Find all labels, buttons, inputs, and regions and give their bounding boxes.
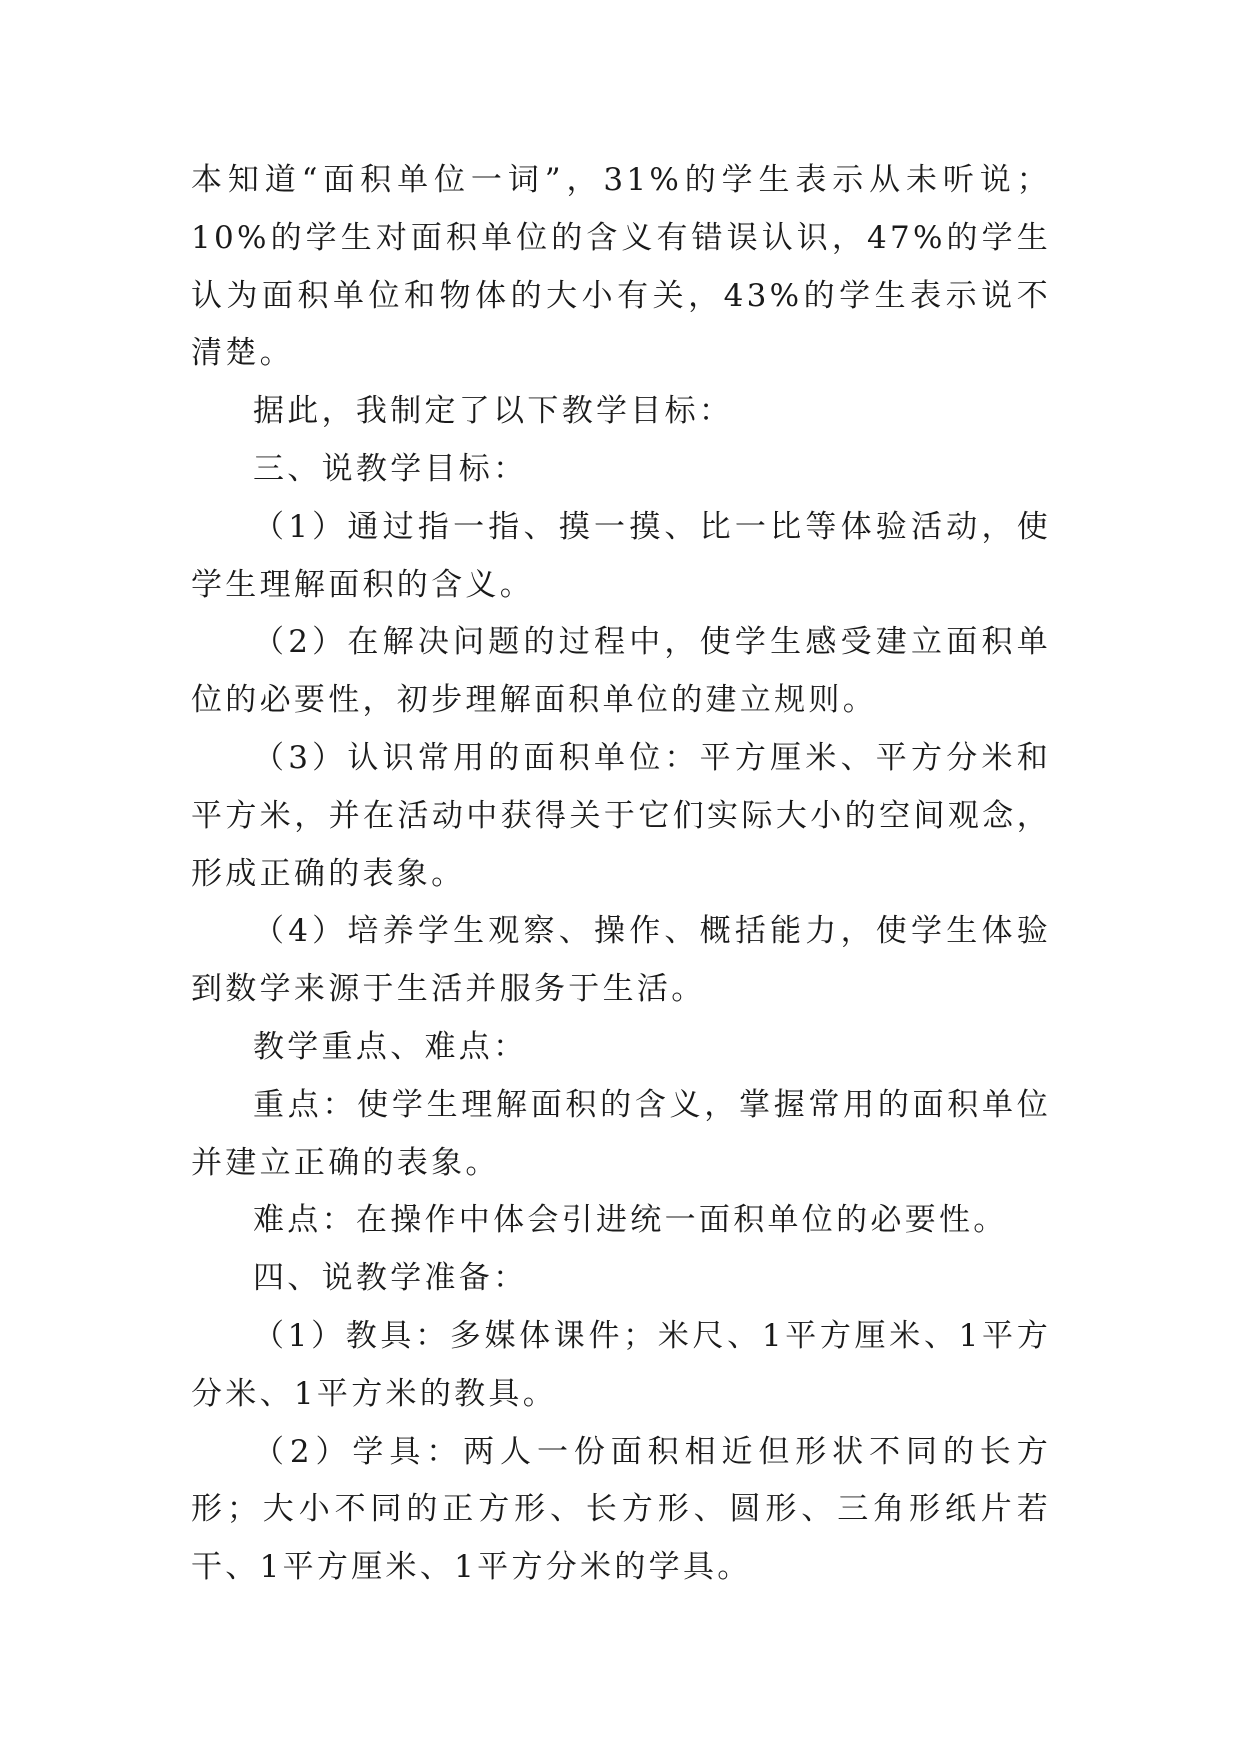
paragraph-objective-intro: 据此，我制定了以下教学目标： bbox=[253, 393, 734, 430]
objective-item-3: （3）认识常用的面积单位：平方厘米、平方分米和平方米，并在活动中获得关于它们实际大小的空间观念，形成正确的表象。 bbox=[191, 739, 1051, 892]
heading-teaching-preparation: 四、说教学准备： bbox=[253, 1260, 528, 1297]
document-body bbox=[191, 152, 1051, 1597]
preparation-teaching-aids: （1）教具：多媒体课件；米尺、1平方厘米、1平方分米、1平方米的教具。 bbox=[191, 1317, 1051, 1412]
heading-teaching-objectives: 三、说教学目标： bbox=[253, 450, 528, 487]
key-point: 重点：使学生理解面积的含义，掌握常用的面积单位并建立正确的表象。 bbox=[191, 1086, 1051, 1181]
preparation-learning-aids: （2）学具：两人一份面积相近但形状不同的长方形；大小不同的正方形、长方形、圆形、三角形纸片若干、1平方厘米、1平方分米的学具。 bbox=[191, 1433, 1051, 1586]
objective-item-1: （1）通过指一指、摸一摸、比一比等体验活动，使学生理解面积的含义。 bbox=[191, 508, 1051, 603]
paragraph-survey-results: 本知道“面积单位一词”，31%的学生表示从未听说；10%的学生对面积单位的含义有错误认识，47%的学生认为面积单位和物体的大小有关，43%的学生表示说不清楚。 bbox=[191, 162, 1051, 372]
objective-item-4: （4）培养学生观察、操作、概括能力，使学生体验到数学来源于生活并服务于生活。 bbox=[191, 913, 1051, 1008]
difficult-point: 难点：在操作中体会引进统一面积单位的必要性。 bbox=[253, 1202, 1008, 1239]
objective-item-2: （2）在解决问题的过程中，使学生感受建立面积单位的必要性，初步理解面积单位的建立规则。 bbox=[191, 624, 1051, 719]
heading-key-difficult-points: 教学重点、难点： bbox=[253, 1028, 528, 1065]
